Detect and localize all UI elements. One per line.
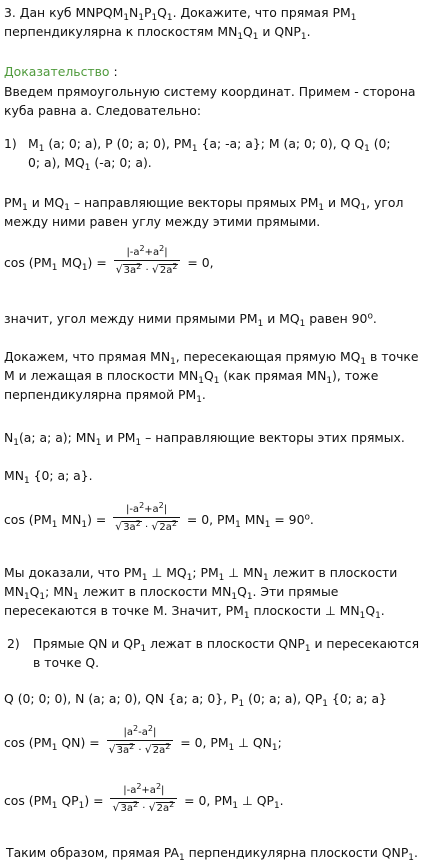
fraction: $\frac{|-a^2+a^2|}{√3a^2 \cdot √2a^2}$ — [110, 785, 177, 815]
step1-coords: $M_1$ (a; 0; a), P (0; a; 0), $PM_1$ {a; -a; a}; M (a; 0; 0), Q $Q_1$ (0; 0; a), $MQ_1$ (-a; 0; a). — [28, 136, 391, 174]
intro-text: Введем прямоугольную систему координат. Примем - сторона куба равна a. Следовательно: — [4, 84, 416, 118]
prove-paragraph: Докажем, что прямая $MN_1$, пересекающая прямую $MQ_1$ в точке M и лежащая в плоскости $MN_1Q_1$ (как прямая $MN_1$), тоже перпендикулярна прямой $PM_1$. — [4, 349, 419, 406]
step1-number: 1) — [4, 136, 17, 151]
cosine-formula-1: $\cos (PM_1$ $MQ_1$) = $\frac{|-a^2+a^2|}{√3a^2 \cdot √2a^2}$ = 0, — [4, 244, 214, 276]
direction-vectors-text: $PM_1$ и $MQ_1$ – направляющие векторы прямых $PM_1$ и $MQ_1$, угол между ними равен углу между этими прямыми. — [4, 195, 404, 229]
section-title: Доказательство : — [4, 64, 118, 79]
task-statement: 3. Дан куб $MNPQM_1N_1P_1Q_1$. Докажите, что прямая $PM_1$ перпендикулярна к плоскостям $MN_1Q_1$ и $QNP_1$. — [4, 5, 357, 43]
mn1-vector: $MN_1$ {0; a; a}. — [4, 468, 93, 487]
step2-number: 2) — [7, 636, 20, 651]
angle-conclusion-1: значит, угол между ними прямыми $PM_1$ и $MQ_1$ равен 90$^o$. — [4, 311, 377, 330]
step2-coords: Q (0; 0; 0), N (a; a; 0), QN {a; a; 0}, $P_1$ (0; a; a), $QP_1$ {0; a; a} — [4, 691, 387, 710]
n1-direction-text: $N_1(a$; a; a); $MN_1$ и $PM_1$ – направляющие векторы этих прямых. — [4, 430, 405, 449]
step2-text: Прямые QN и $QP_1$ лежат в плоскости $QNP_1$ и пересекаются в точке Q. — [33, 636, 420, 670]
fraction: $\frac{|a^2-a^2|}{√3a^2 \cdot √2a^2}$ — [107, 727, 174, 757]
cosine-formula-3: $\cos (PM_1$ QN) = $\frac{|a^2-a^2|}{√3a^2 \cdot √2a^2}$ = 0, $PM_1$ ⊥ $QN_1$; — [4, 724, 282, 756]
final-conclusion: Таким образом, прямая $PA_1$ перпендикулярна плоскости $QNP_1$. — [6, 845, 418, 864]
fraction: $\frac{|-a^2+a^2|}{√3a^2 \cdot √2a^2}$ — [114, 247, 181, 277]
conclusion-paragraph: Мы доказали, что $PM_1$ ⊥ $MQ_1$; $PM_1$ ⊥ $MN_1$ лежит в плоскости $MN_1Q_1$; $MN_1$ лежит в плоскости $MN_1Q_1$. Эти прямые пересекаются в точке M. Значит, $PM_1$ плоскости ⊥ $MN_1Q_1$. — [4, 565, 398, 622]
fraction: $\frac{|-a^2+a^2|}{√3a^2 \cdot √2a^2}$ — [113, 504, 180, 534]
cosine-formula-4: $\cos (PM_1$ $QP_1$) = $\frac{|-a^2+a^2|}{√3a^2 \cdot √2a^2}$ = 0, $PM_1$ ⊥ $QP_1$. — [4, 782, 284, 814]
cosine-formula-2: $\cos (PM_1$ $MN_1$) = $\frac{|-a^2+a^2|}{√3a^2 \cdot √2a^2}$ = 0, $PM_1$ $MN_1 = 90^o$. — [4, 501, 314, 533]
